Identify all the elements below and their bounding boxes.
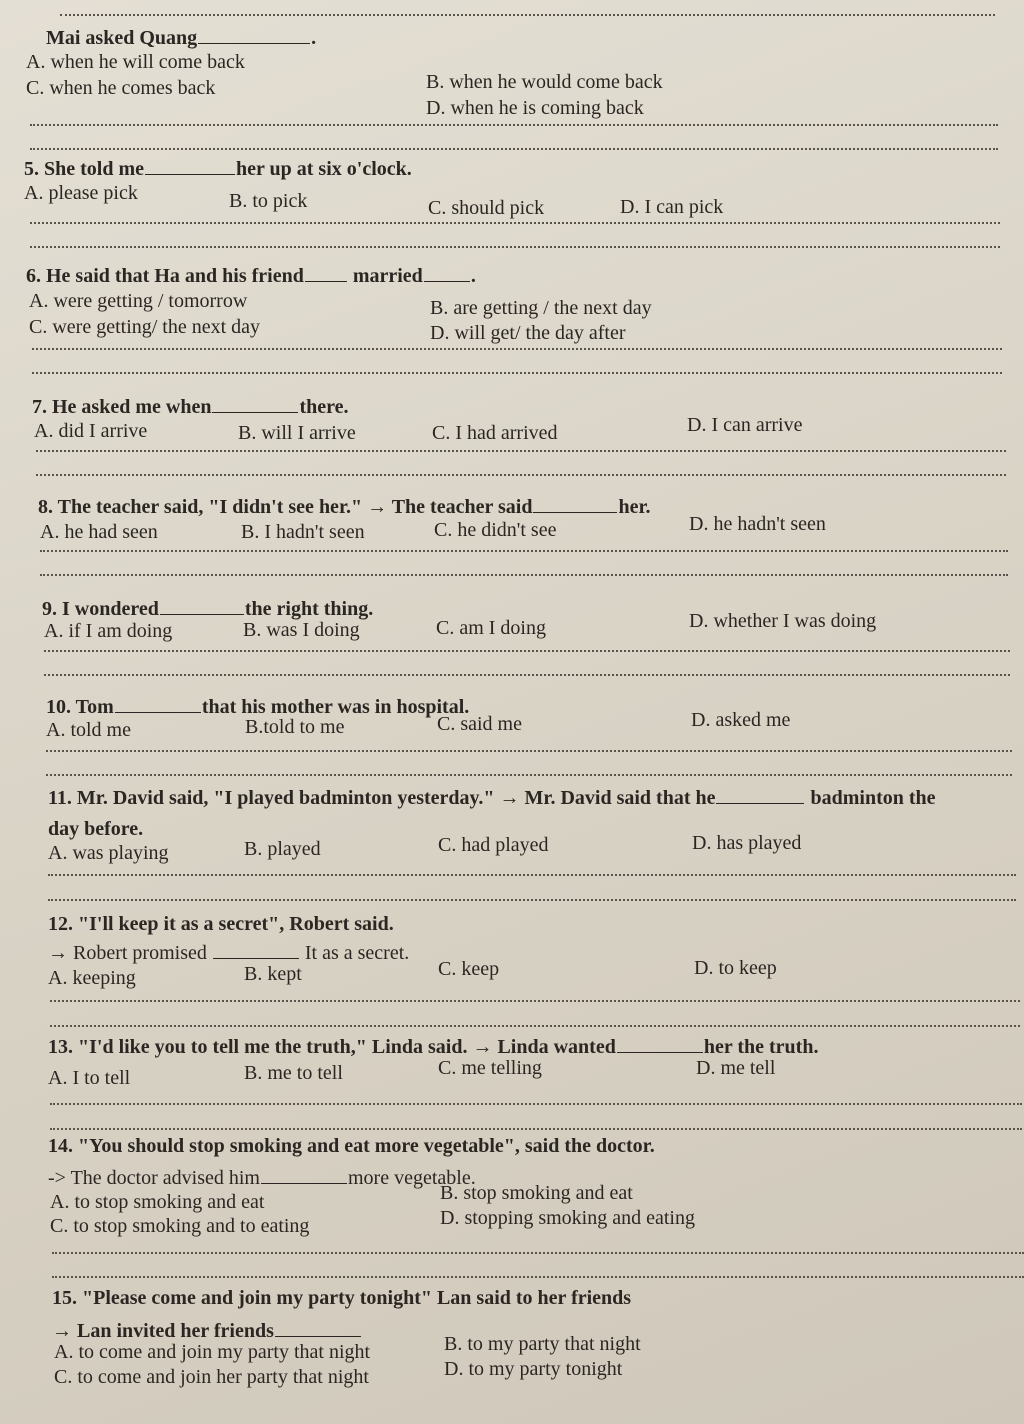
- option-d[interactable]: D. I can arrive: [687, 414, 803, 436]
- question-11-stem-continued: day before.: [48, 818, 144, 840]
- option-a[interactable]: A. please pick: [24, 182, 138, 204]
- answer-blank[interactable]: [275, 1318, 361, 1337]
- question-15-stem: 15. "Please come and join my party tonight" Lan said to her friends: [52, 1287, 632, 1309]
- option-b[interactable]: B. kept: [244, 963, 302, 985]
- answer-blank[interactable]: [533, 494, 617, 513]
- answer-line: [50, 1025, 1020, 1027]
- option-b[interactable]: B. will I arrive: [238, 422, 356, 444]
- question-12-prompt: → Robert promised It as a secret.: [48, 942, 410, 964]
- answer-line: [36, 474, 1006, 476]
- answer-line: [30, 124, 998, 126]
- option-a[interactable]: A. when he will come back: [26, 51, 245, 73]
- option-d[interactable]: D. I can pick: [620, 196, 724, 218]
- answer-line: [60, 14, 995, 16]
- question-6-stem: 6. He said that Ha and his friend married .: [26, 265, 476, 287]
- option-a[interactable]: A. he had seen: [40, 521, 158, 543]
- answer-line: [32, 372, 1002, 374]
- option-b[interactable]: B. me to tell: [244, 1062, 343, 1084]
- question-13-stem: 13. "I'd like you to tell me the truth," Linda said. → Linda wanted her the truth.: [48, 1036, 819, 1058]
- question-5-stem: 5. She told me her up at six o'clock.: [24, 158, 412, 180]
- answer-line: [30, 148, 998, 150]
- answer-blank[interactable]: [160, 596, 244, 615]
- question-9-stem: 9. I wondered the right thing.: [42, 598, 374, 620]
- answer-blank[interactable]: [213, 940, 299, 959]
- option-b[interactable]: B. played: [244, 838, 321, 860]
- question-7-stem: 7. He asked me when there.: [32, 396, 349, 418]
- answer-blank[interactable]: [617, 1034, 703, 1053]
- option-d[interactable]: D. to my party tonight: [444, 1358, 623, 1380]
- option-d[interactable]: D. will get/ the day after: [430, 322, 626, 344]
- option-b[interactable]: B. stop smoking and eat: [440, 1182, 633, 1204]
- question-4-stem: Mai asked Quang .: [46, 27, 317, 49]
- option-b[interactable]: B. I hadn't seen: [241, 521, 365, 543]
- answer-blank[interactable]: [716, 785, 804, 804]
- answer-line: [44, 650, 1010, 652]
- answer-blank[interactable]: [115, 694, 201, 713]
- option-d[interactable]: D. has played: [692, 832, 802, 854]
- option-a[interactable]: A. I to tell: [48, 1067, 131, 1089]
- answer-blank[interactable]: [261, 1165, 347, 1184]
- answer-line: [46, 774, 1012, 776]
- option-c[interactable]: C. had played: [438, 834, 549, 856]
- option-b[interactable]: B. to my party that night: [444, 1333, 641, 1355]
- option-c[interactable]: C. when he comes back: [26, 77, 216, 99]
- question-11-stem: 11. Mr. David said, "I played badminton yesterday." → Mr. David said that he badminton the: [48, 787, 936, 809]
- question-10-stem: 10. Tom that his mother was in hospital.: [46, 696, 470, 718]
- answer-blank[interactable]: [424, 263, 470, 282]
- option-a[interactable]: A. to come and join my party that night: [54, 1341, 371, 1363]
- answer-blank[interactable]: [145, 156, 235, 175]
- answer-line: [46, 750, 1012, 752]
- option-d[interactable]: D. he hadn't seen: [689, 513, 826, 535]
- option-d[interactable]: D. me tell: [696, 1057, 776, 1079]
- option-c[interactable]: C. he didn't see: [434, 519, 557, 541]
- answer-line: [36, 450, 1006, 452]
- answer-line: [44, 674, 1010, 676]
- answer-line: [30, 222, 1000, 224]
- option-a[interactable]: A. if I am doing: [44, 620, 173, 642]
- answer-line: [50, 1128, 1022, 1130]
- answer-line: [40, 574, 1008, 576]
- option-d[interactable]: D. to keep: [694, 957, 777, 979]
- option-b[interactable]: B. was I doing: [243, 619, 360, 641]
- option-a[interactable]: A. was playing: [48, 842, 169, 864]
- option-b[interactable]: B. when he would come back: [426, 71, 663, 93]
- question-14-stem: 14. "You should stop smoking and eat more vegetable", said the doctor.: [48, 1135, 655, 1157]
- answer-blank[interactable]: [305, 263, 347, 282]
- option-b[interactable]: B. to pick: [229, 190, 308, 212]
- answer-line: [48, 899, 1016, 901]
- option-a[interactable]: A. to stop smoking and eat: [50, 1191, 265, 1213]
- question-8-stem: 8. The teacher said, "I didn't see her." → The teacher said her.: [38, 496, 651, 518]
- option-a[interactable]: A. keeping: [48, 967, 136, 989]
- answer-line: [50, 1000, 1020, 1002]
- question-14-prompt: -> The doctor advised him more vegetable.: [48, 1167, 476, 1189]
- question-12-stem: 12. "I'll keep it as a secret", Robert said.: [48, 913, 394, 935]
- option-c[interactable]: C. should pick: [428, 197, 545, 219]
- option-c[interactable]: C. were getting/ the next day: [29, 316, 261, 338]
- option-c[interactable]: C. said me: [437, 713, 522, 735]
- answer-line: [30, 246, 1000, 248]
- answer-blank[interactable]: [212, 394, 298, 413]
- answer-line: [50, 1103, 1022, 1105]
- answer-line: [52, 1252, 1024, 1254]
- option-d[interactable]: D. when he is coming back: [426, 97, 644, 119]
- answer-line: [40, 550, 1008, 552]
- option-c[interactable]: C. am I doing: [436, 617, 546, 639]
- answer-line: [48, 874, 1016, 876]
- option-d[interactable]: D. stopping smoking and eating: [440, 1207, 695, 1229]
- option-c[interactable]: C. to stop smoking and to eating: [50, 1215, 310, 1237]
- answer-line: [32, 348, 1002, 350]
- option-d[interactable]: D. asked me: [691, 709, 791, 731]
- question-15-prompt: → Lan invited her friends: [52, 1318, 362, 1343]
- option-b[interactable]: B.told to me: [245, 716, 345, 738]
- option-a[interactable]: A. told me: [46, 719, 131, 741]
- option-b[interactable]: B. are getting / the next day: [430, 297, 652, 319]
- option-a[interactable]: A. were getting / tomorrow: [29, 290, 248, 312]
- option-c[interactable]: C. keep: [438, 958, 500, 980]
- option-c[interactable]: C. I had arrived: [432, 422, 558, 444]
- answer-blank[interactable]: [198, 25, 310, 44]
- option-c[interactable]: C. me telling: [438, 1057, 542, 1079]
- option-a[interactable]: A. did I arrive: [34, 420, 148, 442]
- answer-line: [52, 1276, 1024, 1278]
- option-c[interactable]: C. to come and join her party that night: [54, 1366, 369, 1388]
- option-d[interactable]: D. whether I was doing: [689, 610, 877, 632]
